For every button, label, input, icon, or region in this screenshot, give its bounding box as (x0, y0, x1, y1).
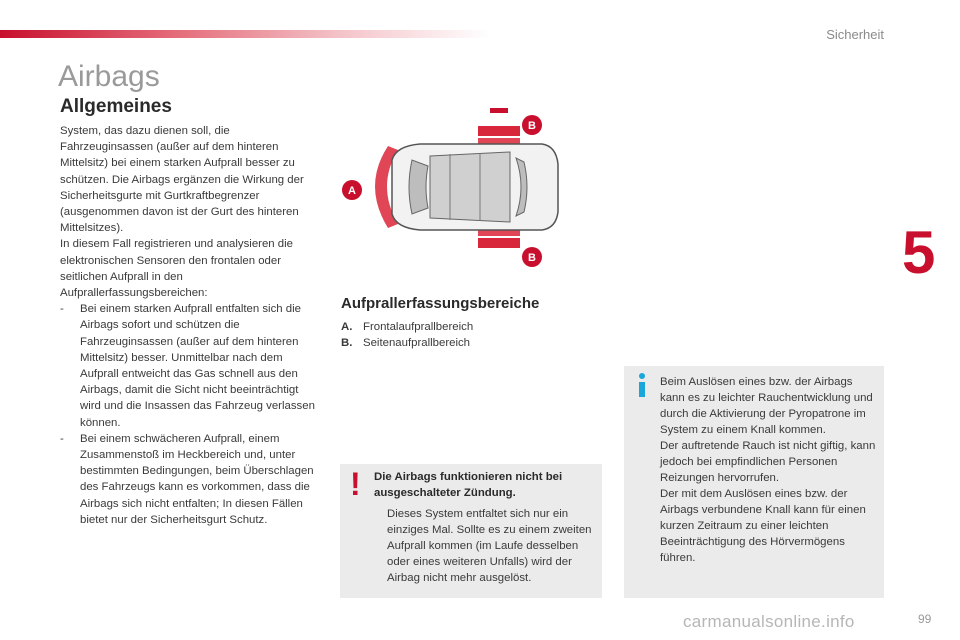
zone-label-a (342, 180, 362, 200)
warning-box (340, 464, 602, 598)
watermark: carmanualsonline.info (683, 612, 855, 631)
page-subtitle: Allgemeines (60, 96, 172, 117)
impact-zones-figure (340, 108, 560, 278)
bullet-marker: - (60, 303, 64, 316)
list-item (341, 319, 473, 335)
svg-text:A: A (348, 185, 356, 197)
info-box (624, 366, 884, 598)
zones-title: Aufprallerfassungsbereiche (341, 295, 540, 312)
intro-text (60, 123, 322, 528)
info-paragraph-3: Der mit dem Auslösen eines bzw. der Airbags verbundene Knall kann für einen kurzen Zeitraum zu einer leichten Beeinträchtigung des Hörvermögens führen. (660, 488, 866, 564)
zone-key: A. (341, 321, 353, 333)
zone-label: Seitenaufprallbereich (363, 337, 471, 349)
intro-paragraph-1: System, das dazu dienen soll, die Fahrzeuginsassen (außer auf dem hinteren Mittelsitz) bei einem starken Aufprall besser zu schützen. Die Airbags ergänzen die Wirkung der Sicherheitsgurte mit Gurtkraftbegrenzer (ausgenommen davon ist der Gurt des hinteren Mittelsitzes). (60, 125, 304, 235)
zone-key: B. (341, 337, 353, 349)
info-paragraph-1: Beim Auslösen eines bzw. der Airbags kann es zu leichter Rauchentwicklung und durch die Aktivierung der Pyropatrone im System zu einem Knall kommen. (660, 376, 873, 436)
intro-bullet-1 (60, 301, 322, 431)
svg-text:B: B (528, 252, 536, 264)
info-icon (636, 372, 648, 398)
list-item (341, 335, 473, 351)
warning-heading: Die Airbags funktionieren nicht bei ausgeschalteter Zündung. (374, 471, 563, 499)
section-label: Sicherheit (826, 27, 884, 42)
intro-paragraph-2: In diesem Fall registrieren und analysieren die elektronischen Sensoren den frontalen oder seitlichen Aufprall in den Aufprallerfassungsbereichen: (60, 238, 293, 300)
intro-bullet-2 (60, 431, 322, 528)
page-number: 99 (918, 612, 932, 626)
header-accent-bar (0, 30, 490, 38)
info-text (660, 374, 880, 566)
svg-text:B: B (528, 120, 536, 132)
info-paragraph-2: Der auftretende Rauch ist nicht giftig, kann jedoch bei empfindlichen Personen Reizungen hervorrufen. (660, 440, 876, 484)
zone-label-b-top (522, 115, 542, 135)
warning-text: Dieses System entfaltet sich nur ein einziges Mal. Sollte es zu einem zweiten Aufprall kommen (im Laufe desselben oder eines weiteren Unfalls) wird der Airbag nicht mehr ausgelöst. (387, 508, 592, 584)
chapter-number: 5 (902, 219, 936, 286)
bullet-text: Bei einem schwächeren Aufprall, einem Zusammenstoß im Heckbereich und, unter bestimmten Bedingungen, beim Überschlagen des Fahrzeugs kann es vorkommen, dass die Airbags sich nicht entfalten; In diesen Fällen bietet nur der Sicherheitsgurt Schutz. (80, 432, 314, 526)
zone-label: Frontalaufprallbereich (363, 321, 474, 333)
car-top-view-illustration (340, 108, 560, 278)
bullet-marker: - (60, 432, 64, 445)
car-body (392, 144, 558, 230)
zone-list (341, 319, 473, 351)
page-title: Airbags (58, 60, 160, 93)
bullet-text: Bei einem starken Aufprall entfalten sich die Airbags sofort und schützen die Fahrzeuginsassen (außer auf dem hinteren Mittelsitz) besser. Unmittelbar nach dem Aufprall entweicht das Gas schnell aus den Airbags, damit die Sicht nicht beeinträchtigt wird und die Insassen das Fahrzeug verlassen können. (80, 303, 315, 429)
zone-label-b-bottom (522, 247, 542, 267)
warning-icon: ! (350, 466, 361, 502)
